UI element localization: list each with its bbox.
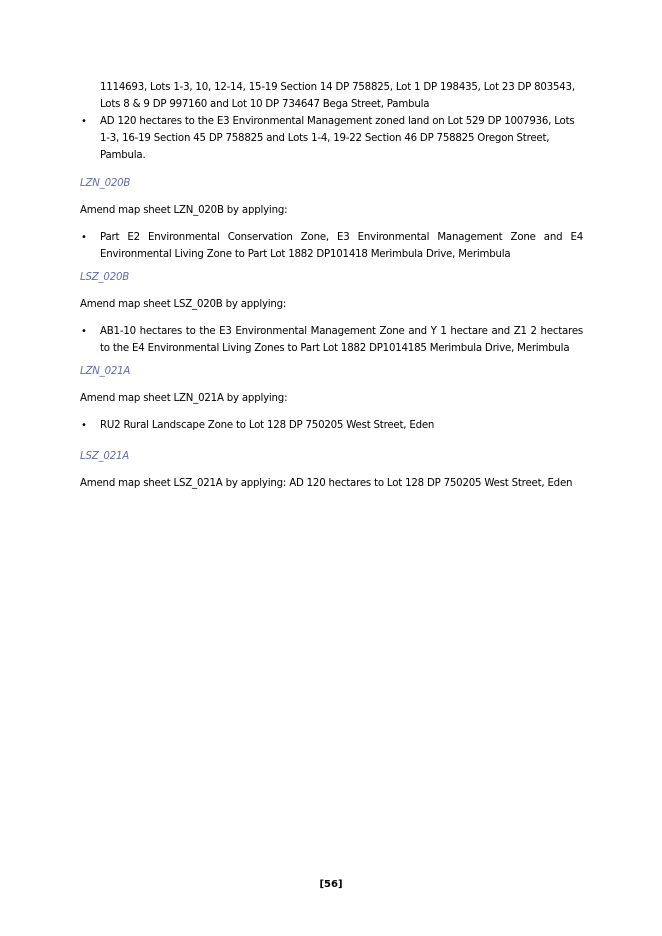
continued-text: 1114693, Lots 1-3, 10, 12-14, 15-19 Section 14 DP 758825, Lot 1 DP 198435, Lot 23 DP 803543, Lots 8 & 9 DP 997160 and Lot 10 DP 734647 Bega Street, Pambula xyxy=(100,82,575,110)
bullet-text: AD 120 hectares to the E3 Environmental Management zoned land on Lot 529 DP 1007936, Lots 1-3, 16-19 Section 45 DP 758825 and Lots 1-4, 19-22 Section 46 DP 758825 Oregon Street, Pambula. xyxy=(100,116,575,161)
bullet-text: RU2 Rural Landscape Zone to Lot 128 DP 750205 West Street, Eden xyxy=(100,420,435,431)
bullet-icon: • xyxy=(81,116,87,127)
bullet-item-intro xyxy=(80,113,583,164)
bullet-item-lsz-020b xyxy=(80,323,583,357)
bullet-text: AB1-10 hectares to the E3 Environmental Management Zone and Y 1 hectare and Z1 2 hectares to the E4 Environmental Living Zones to Part Lot 1882 DP1014185 Merimbula Drive, Merimbula xyxy=(100,326,583,354)
continued-bullet-text xyxy=(80,79,583,113)
section-text-lsz-020b: Amend map sheet LSZ_020B by applying: xyxy=(80,299,287,310)
section-text-lzn-021a: Amend map sheet LZN_021A by applying: xyxy=(80,393,288,404)
section-text-lsz-021a: Amend map sheet LSZ_021A by applying: AD 120 hectares to Lot 128 DP 750205 West Street, Eden xyxy=(80,478,573,489)
page-number: [56] xyxy=(319,879,343,890)
bullet-icon: • xyxy=(81,420,87,431)
bullet-icon: • xyxy=(81,232,87,243)
section-text-lzn-020b: Amend map sheet LZN_020B by applying: xyxy=(80,205,288,216)
bullet-item-lzn-020b xyxy=(80,229,583,263)
bullet-icon: • xyxy=(81,326,87,337)
section-heading-lsz-020b: LSZ_020B xyxy=(80,272,130,283)
section-heading-lzn-020b: LZN_020B xyxy=(80,178,131,189)
bullet-text: Part E2 Environmental Conservation Zone, E3 Environmental Management Zone and E4 Environmental Living Zone to Part Lot 1882 DP101418 Merimbula Drive, Merimbula xyxy=(100,232,583,260)
section-heading-lzn-021a: LZN_021A xyxy=(80,366,131,377)
document-body xyxy=(80,79,583,492)
bullet-item-lzn-021a xyxy=(80,417,583,434)
section-heading-lsz-021a: LSZ_021A xyxy=(80,451,130,462)
